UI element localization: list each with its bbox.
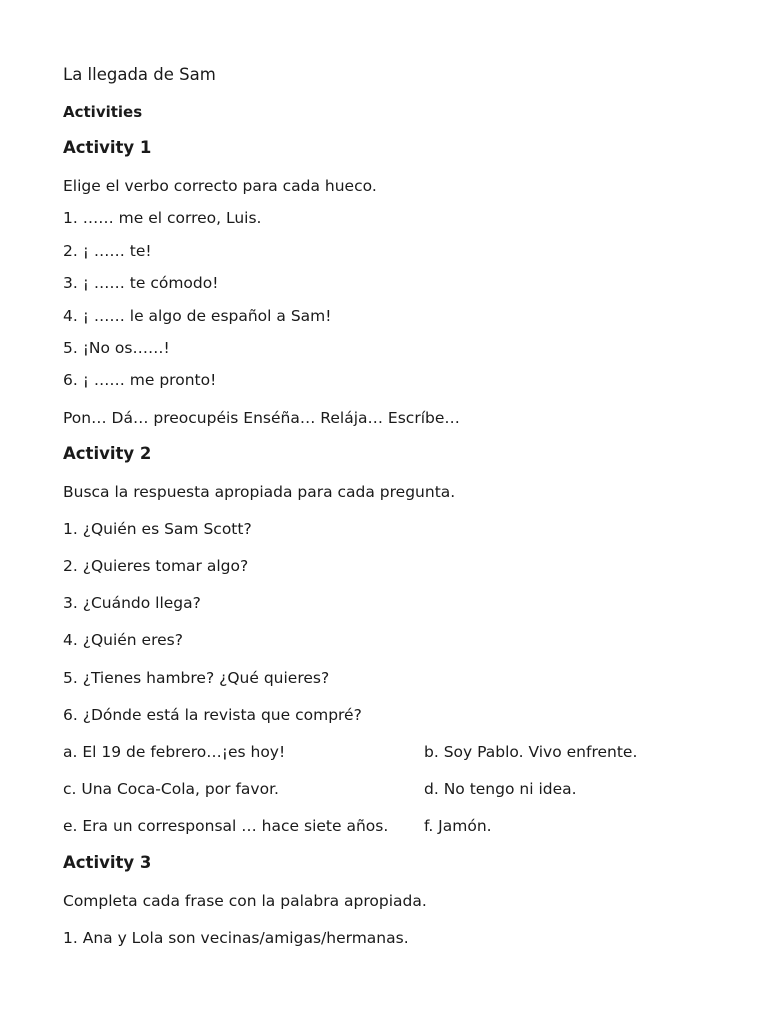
document-title: La llegada de Sam (63, 65, 216, 84)
activity1-item: 5. ¡No os……! (63, 339, 170, 357)
activity2-answer: c. Una Coca-Cola, por favor. (63, 780, 279, 798)
activity3-item: 1. Ana y Lola son vecinas/amigas/hermanas. (63, 929, 409, 947)
activity2-question: 1. ¿Quién es Sam Scott? (63, 520, 252, 538)
document-subtitle: Activities (63, 103, 143, 121)
activity1-item: 2. ¡ …… te! (63, 242, 152, 260)
activity1-instruction: Elige el verbo correcto para cada hueco. (63, 177, 377, 195)
activity2-question: 2. ¿Quieres tomar algo? (63, 557, 249, 575)
activity2-question: 3. ¿Cuándo llega? (63, 594, 201, 612)
activity2-answer: a. El 19 de febrero…¡es hoy! (63, 743, 286, 761)
activity1-item: 4. ¡ …… le algo de español a Sam! (63, 307, 332, 325)
activity2-question: 5. ¿Tienes hambre? ¿Qué quieres? (63, 669, 330, 687)
activity3-instruction: Completa cada frase con la palabra apropiada. (63, 892, 427, 910)
activity1-item: 6. ¡ …… me pronto! (63, 371, 217, 389)
activity1-item: 1. …… me el correo, Luis. (63, 209, 262, 227)
activity2-answer: b. Soy Pablo. Vivo enfrente. (424, 743, 638, 761)
activity1-heading: Activity 1 (63, 138, 152, 157)
activity1-word-bank: Pon… Dá… preocupéis Enséña… Relája… Escríbe… (63, 409, 460, 427)
activity1-item: 3. ¡ …… te cómodo! (63, 274, 219, 292)
activity2-answer: d. No tengo ni idea. (424, 780, 577, 798)
activity3-heading: Activity 3 (63, 853, 152, 872)
activity2-answer: e. Era un corresponsal … hace siete años. (63, 817, 389, 835)
activity2-instruction: Busca la respuesta apropiada para cada pregunta. (63, 483, 456, 501)
activity2-heading: Activity 2 (63, 444, 152, 463)
activity2-answer: f. Jamón. (424, 817, 492, 835)
activity2-question: 4. ¿Quién eres? (63, 631, 183, 649)
activity2-question: 6. ¿Dónde está la revista que compré? (63, 706, 362, 724)
